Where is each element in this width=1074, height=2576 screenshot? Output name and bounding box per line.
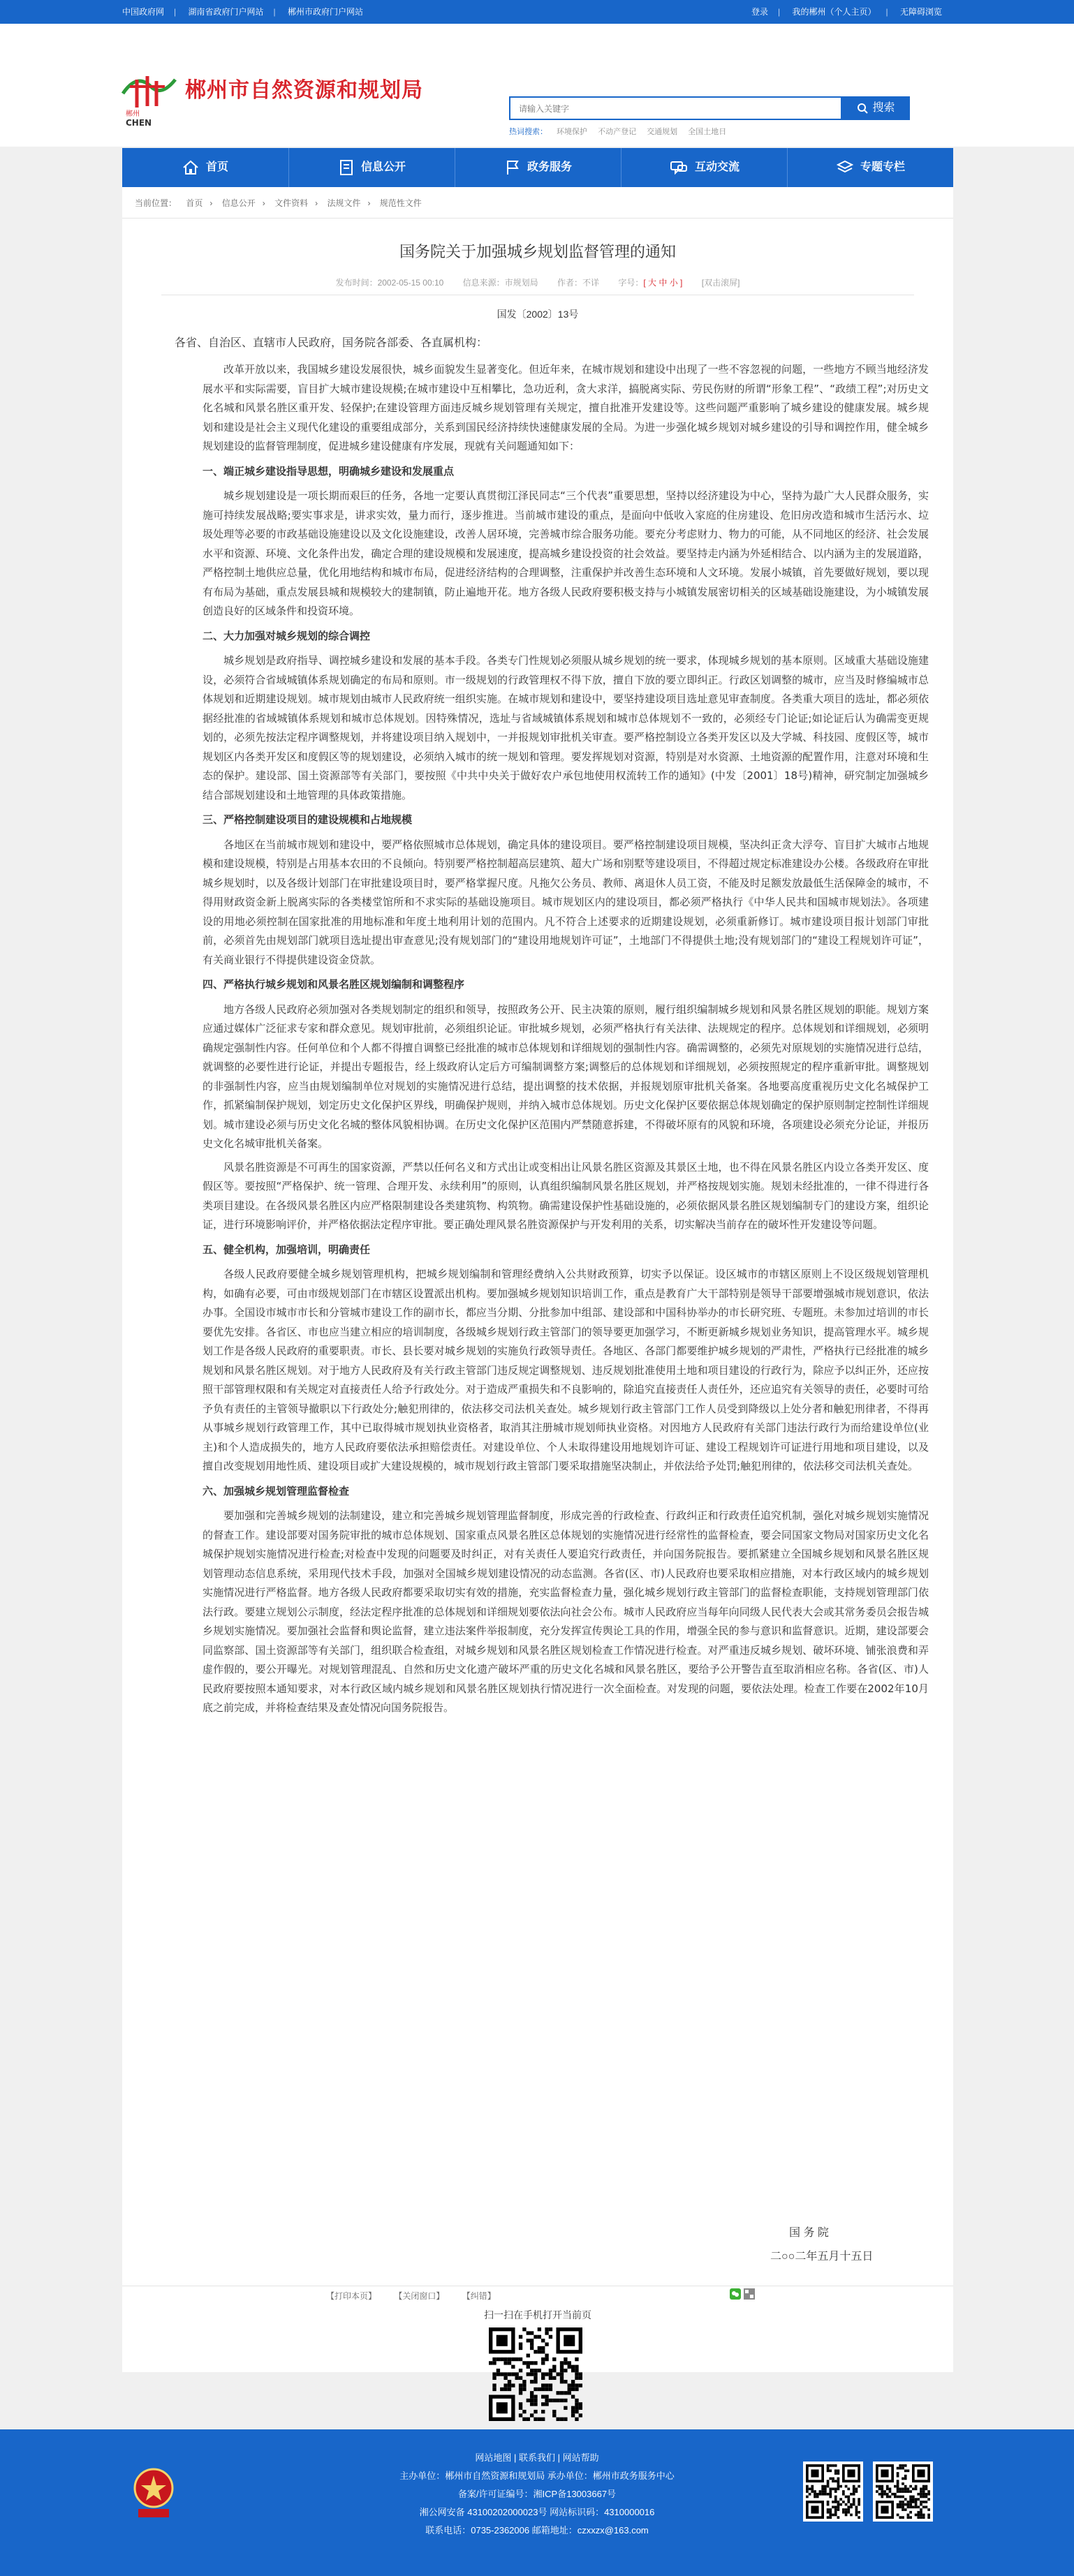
publish-date: 发布时间：2002-05-15 00:10 [335,278,444,288]
link-hunan[interactable]: 湖南省政府门户网站 [188,7,264,17]
scan-text: 扫一扫在手机打开当前页 [484,2309,591,2320]
accessibility-link[interactable]: 无障碍浏览 [899,7,942,17]
paragraph: 地方各级人民政府必须加强对各类规划制定的组织和领导，按照政务公开、民主决策的原则，履行组织编制城乡规划和风景名胜区规划的职能。规划方案应通过媒体广泛征求专家和群众意见。规划审批前，必须组织论证。审批城乡规划，必须严格执行有关法律、法规规定的程序。总体规划和详细规划，必须明确规定强制性内容。任何单位和个人都不得擅自调整已经批准的城市总体规划和详细规划的强制性内容。确需调整的，必须先对原规划的实施情况进行总结，就调整的必要性进行论证，并提出专题报告，经上级政府认定后方可编制调整方案;调整后的总体规划和详细规划，必须按照规定的程序重新审批。调整规划的非强制性内容，应当由规划编制单位对规划的实施情况进行总结，提出调整的技术依据，并报规划原审批机关备案。各地要高度重视历史文化名城保护工作，抓紧编制保护规划，划定历史文化保护区界线，明确保护规则，并纳入城市总体规划。历史文化保护区要依据总体规划确定的保护原则制定控制性详细规划。城市建设必须与历史文化名城的整体风貌相协调。在历史文化保护区范围内严禁随意拆建，不得破坏原有的风貌和环境，各项建设必须充分论证，并报历史文化名城审批机关备案。 [203,1002,929,1150]
nav-gov-service[interactable]: 政务服务 [455,148,621,187]
paragraph: 各地区在当前城市规划和建设中，要严格依照城市总体规划，确定具体的建设项目。要严格控制建设项目规模，坚决纠正贪大浮夸、盲目扩大城市占地规模和建设规模，特别是占用基本农田的不良倾向。特别要严格控制超高层建筑、超大广场和别墅等建设项目，不得超过规定标准建设办公楼。各级政府在审批城乡规划时，以及各级计划部门在审批建设项目时，要严格掌握尺度。凡拖欠公务员、教师、离退休人员工资，不能及时足额发放最低生活保障金的城市，不得用财政资金新上脱离实际的各类楼堂馆所和不求实际的基础设施项目。城市规划区内的建设项目，都必须严格执行《中华人民共和国城市规划法》。各项建设的用地必须控制在国家批准的用地标准和年度土地利用计划的范围内。凡不符合上述要求的近期建设规划，必须重新修订。城市建设项目报计划部门审批前，必须首先由规划部门就项目选址提出审查意见;没有规划部门的“建设用地规划许可证”，土地部门不得提供土地;没有规划部门的“建设工程规划许可证”，有关商业银行不得提供建设资金贷款。 [203,838,929,966]
breadcrumb-item[interactable]: 规范性文件 [379,198,422,208]
article-meta [122,276,953,288]
section-heading: 三、严格控制建设项目的建设规模和占地规模 [203,813,413,826]
footer-host: 主办单位：郴州市自然资源和规划局 承办单位：郴州市政务服务中心 [399,2471,675,2481]
top-links-left: 中国政府网 | 湖南省政府门户网站 | 郴州市政府门户网站 [122,7,363,17]
paragraph: 要加强和完善城乡规划的法制建设，建立和完善城乡规划管理监督制度，形成完善的行政检查、行政纠正和行政责任追究机制，强化对城乡规划实施情况的督查工作。建设部要对国务院审批的城市总体规划、国家重点风景名胜区总体规划的实施情况进行经常性的监督检查，要会同国家文物局对国家历史文化名城保护规划实施情况进行检查;对检查中发现的问题要及时纠正，对有关责任人要追究行政责任，并向国务院报告。要抓紧建立全国城乡规划和风景名胜区规划管理动态信息系统，采用现代技术手段，加强对全国城乡规划建设情况的动态监测。各省(区、市)人民政府也要采取相应措施，对本行政区域内的城乡规划实施情况进行严格监督。地方各级人民政府都要采取切实有效的措施，充实监督检查力量，强化城乡规划行政主管部门的监督检查职能，支持规划管理部门依法行政。要建立规划公示制度，经法定程序批准的总体规划和详细规划要依法向社会公布。城市人民政府应当每年向同级人民代表大会或其常务委员会报告城乡规划实施情况。要加强社会监督和舆论监督，建立违法案件举报制度，充分发挥宣传舆论工具的作用，增强全民的参与意识和监督意识。近期，建设部要会同监察部、国土资源部等有关部门，组织联合检查组，对城乡规划和风景名胜区规划检查工作情况进行检查。对严重违反城乡规划、破坏环境、铺张浪费和弄虚作假的，要公开曝光。对规划管理混乱、自然和历史文化遗产破坏严重的历史文化名城和风景名胜区，要给予公开警告直至取消相应名称。各省(区、市)人民政府要按照本通知要求，对本行政区域内城乡规划和风景名胜区规划执行情况进行一次全面检查。对发现的问题，要依法处理。检查工作要在2002年10月底之前完成，并将检查结果及查处情况向国务院报告。 [203,1509,929,1714]
section-heading: 二、大力加强对城乡规划的综合调控 [203,629,371,642]
document-number: 国发〔2002〕13号 [496,309,579,320]
flag-icon [505,159,520,176]
nav-home[interactable]: 首页 [122,148,288,187]
paragraph: 城乡规划是政府指导、调控城乡建设和发展的基本手段。各类专门性规划必须服从城乡规划的统一要求，体现城乡规划的基本原则。区域重大基础设施建设，必须符合省域城镇体系规划确定的布局和原则。市一级规划的行政管理权不得下放，擅自下放的要立即纠正。行政区划调整的城市，应当及时修编城市总体规划和近期建设规划。城市规划由城市人民政府统一组织实施。在城市规划和建设中，要坚持建设项目选址意见审查制度。各类重大项目的选址，都必须依据经批准的省域城镇体系规划和城市总体规划。因特殊情况，选址与省域城镇体系规划和城市总体规划不一致的，必须经专门论证;如论证后认为确需变更规划的，必须先按法定程序调整规划，并将建设项目纳入规划中，一并报规划审批机关审查。要严格控制设立各类开发区以及大学城、科技园、度假区等，城市规划区内各类开发区和度假区等的规划建设，必须纳入城市的统一规划和管理。要发挥规划对资源，特别是对水资源、土地资源的配置作用，注意对环境和生态的保护。建设部、国土资源部等有关部门，要按照《中共中央关于做好农户承包地使用权流转工作的通知》(中发〔2001〕18号)精神，研究制定加强城乡结合部规划建设和土地管理的具体政策措施。 [203,654,929,801]
search-input[interactable] [517,101,834,117]
search-box [509,96,842,120]
svg-text:郴州: 郴州 [126,110,140,118]
nav-special-topics[interactable]: 专题专栏 [787,148,954,187]
article-qr-code [489,2327,582,2421]
breadcrumb-item[interactable]: 首页 [186,198,203,208]
top-bar [0,0,1074,24]
breadcrumb-item[interactable]: 文件资料 [274,198,309,208]
breadcrumb-item[interactable]: 信息公开 [221,198,256,208]
report-error-button[interactable]: 【纠错】 [462,2291,496,2301]
search-button[interactable]: 搜索 [842,96,910,120]
breadcrumb: 当前位置： 首页 › 信息公开 › 文件资料 › 法规文件 › 规范性文件 [135,198,422,208]
search-icon [857,103,868,114]
salutation: 各省、自治区、直辖市人民政府，国务院各部委、各直属机构： [175,337,488,349]
paragraph: 改革开放以来，我国城乡建设发展很快，城乡面貌发生显著变化。但近年来，在城市规划和建设中出现了一些不容忽视的问题，一些地方不顾当地经济发展水平和实际需要，盲目扩大城市建设规模;在城市建设中互相攀比，急功近利，贪大求洋，搞脱离实际、劳民伤财的所谓“形象工程”、“政绩工程”;对历史文化名城和风景名胜区重开发、轻保护;在建设管理方面违反城乡规划管理有关规定，擅自批准开发建设等。这些问题严重影响了城乡建设的健康发展。城乡规划和建设是社会主义现代化建设的重要组成部分，关系到国民经济持续快速健康发展的全局。为进一步强化城乡规划对城乡建设的引导和调控作用，健全城乡规划建设的监督管理制度，促进城乡建设健康有序发展，现就有关问题通知如下： [203,363,929,452]
hot-words-label: 热词搜索： [509,128,547,136]
site-logo[interactable] [116,66,186,128]
content-panel [122,187,953,2372]
footer-links[interactable]: 网站地图 | 联系我们 | 网站帮助 [475,2452,599,2463]
close-window-button[interactable]: 【关闭窗口】 [394,2291,445,2301]
paragraph: 各级人民政府要健全城乡规划管理机构，把城乡规划编制和管理经费纳入公共财政预算，切实予以保证。设区城市的市辖区原则上不设区级规划管理机构，如确有必要，可由市级规划部门在市辖区设置派出机构。要加强城乡规划知识培训工作，重点是教育广大干部特别是领导干部要增强城市规划意识，依法办事。全国设市城市市长和分管城市建设工作的副市长，都应当分期、分批参加中组部、建设部和中国科协举办的市长研究班、专题班。未参加过培训的市长要优先安排。各省区、市也应当建立相应的培训制度，各级城乡规划行政主管部门的领导要更加强学习，不断更新城乡规划业务知识，提高管理水平。城乡规划工作是各级人民政府的重要职责。市长、县长要对城乡规划的实施负行政领导责任。各地区、各部门都要维护城乡规划的严肃性，严格执行已经批准的城乡规划和风景名胜区规划。对于地方人民政府及有关行政主管部门违反规定调整规划、违反规划批准使用土地和项目建设的行政行为，除应予以纠正外，还应按照干部管理权限和有关规定对直接责任人给予行政处分。对于造成严重损失和不良影响的，除追究直接责任人责任外，还应追究有关领导的责任，必要时可给予负有责任的主管领导撤职以下行政处分;触犯刑律的，依法移交司法机关查处。城乡规划行政主管部门工作人员受到降级以上处分者和触犯刑律者，不得再从事城乡规划行政管理工作，其中已取得城市规划执业资格者，取消其注册城市规划师执业资格。对因地方人民政府有关部门违法行政行为而给建设单位(业主)和个人造成损失的，地方人民政府要依法承担赔偿责任。对建设单位、个人未取得建设用地规划许可证、建设工程规划许可证进行用地和项目建设，以及擅自改变规划用地性质、建设项目或扩大建设规模的，城市规划行政主管部门要采取措施坚决制止，并依法给予处罚;触犯刑律的，依法移交司法机关查处。 [203,1268,929,1472]
auto-scroll[interactable]: [双击滚屏] [701,278,740,288]
hot-word[interactable]: 全国土地日 [688,128,727,136]
hot-word[interactable]: 交通规划 [647,128,678,136]
qr-share-icon[interactable] [744,2288,755,2300]
paragraph: 城乡规划建设是一项长期而艰巨的任务，各地一定要认真贯彻江泽民同志“三个代表”重要思想，坚持以经济建设为中心，坚持为最广大人民群众服务，实施可持续发展战略;要实事求是，讲求实效，量力而行，逐步推进。当前城市建设的重点，是面向中低收入家庭的住房建设、危旧房改造和城市生活污水、垃圾处理等必要的市政基础设施建设以及文化设施建设，改善人居环境，完善城市综合服务功能。要充分考虑财力、物力的可能，从不同地区的经济、社会发展水平和资源、环境、文化条件出发，确定合理的建设规模和发展速度，提高城乡建设投资的社会效益。要坚持走内涵为外延相结合、以内涵为主的发展道路，严格控制土地供应总量，优化用地结构和城市布局，促进经济结构的合理调整，注重保护并改善生态环境和人文环境。发展小城镇，首先要做好规划，要以现有布局为基础，重点发展县城和规模较大的建制镇，防止遍地开花。地方各级人民政府要积极支持与小城镇发展密切相关的区域基础设施建设，为小城镇发展创造良好的区域条件和投资环境。 [203,489,929,617]
article-title: 国务院关于加强城乡规划监督管理的通知 [399,244,676,261]
signature: 国 务 院 [789,2227,829,2239]
footer-qr-code [803,2462,863,2522]
login-link[interactable]: 登录 [751,7,769,17]
article-tools [326,2290,511,2302]
footer-contact: 联系电话：0735-2362006 邮箱地址：czxxzx@163.com [425,2525,649,2536]
wechat-share-icon[interactable] [730,2288,741,2300]
link-gov[interactable]: 中国政府网 [122,7,165,17]
section-heading: 五、健全机构，加强培训，明确责任 [203,1243,371,1256]
font-size-control: 字号：[ 大 中 小 ] [618,278,683,288]
footer [0,2429,1074,2576]
hot-words [509,126,735,137]
author: 作者：不详 [557,278,600,288]
section-heading: 一、端正城乡建设指导思想，明确城乡建设和发展重点 [203,464,455,478]
document-icon [339,159,354,176]
main-nav [122,148,953,187]
section-heading: 六、加强城乡规划管理监督检查 [203,1484,350,1497]
nav-interaction[interactable]: 互动交流 [621,148,788,187]
breadcrumb-label: 当前位置： [135,198,177,208]
breadcrumb-item[interactable]: 法规文件 [327,198,361,208]
article-body [203,360,929,1722]
nav-info-public[interactable]: 信息公开 [288,148,455,187]
print-button[interactable]: 【打印本页】 [326,2291,377,2301]
hot-word[interactable]: 环境保护 [557,128,588,136]
sign-date: 二○○二年五月十五日 [770,2251,874,2263]
footer-police[interactable]: 湘公网安备 43100202000023号 网站标识码：4310000016 [419,2507,655,2517]
share-icons [730,2288,755,2303]
footer-icp[interactable]: 备案/许可证编号：湘ICP备13003667号 [457,2489,617,2499]
divider [122,218,953,219]
top-links-right: 登录 | 我的郴州（个人主页） | 无障碍浏览 [751,7,942,17]
link-chenzhou[interactable]: 郴州市政府门户网站 [287,7,363,17]
header [0,24,1074,147]
my-page-link[interactable]: 我的郴州（个人主页） [792,7,876,17]
home-icon [182,160,199,175]
hot-word[interactable]: 不动产登记 [598,128,637,136]
site-title: 郴州市自然资源和规划局 [185,78,423,103]
layers-icon [837,160,853,175]
section-heading: 四、严格执行城乡规划和风景名胜区规划编制和调整程序 [203,978,465,991]
font-size-options[interactable]: [ 大 中 小 ] [643,278,683,288]
paragraph: 风景名胜资源是不可再生的国家资源，严禁以任何名义和方式出让或变相出让风景名胜区资源及其景区土地，也不得在风景名胜区内设立各类开发区、度假区等。要按照“严格保护、统一管理、合理开发、永续利用”的原则，认真组织编制风景名胜区规划，并严格按规划实施。规划未经批准的，一律不得进行各类项目建设。在各级风景名胜区内应严格限制建设各类建筑物、构筑物。确需建设保护性基础设施的，必须依据风景名胜区规划编制专门的建设方案，组织论证，进行环境影响评价，并严格依据法定程序审批。要正确处理风景名胜资源保护与开发利用的关系，切实解决当前存在的破坏性开发建设等问题。 [203,1160,929,1231]
chat-icon [670,160,688,175]
footer-qr-code [873,2462,933,2522]
info-source: 信息来源：市规划局 [462,278,538,288]
svg-text:CHEN: CHEN [126,118,152,128]
